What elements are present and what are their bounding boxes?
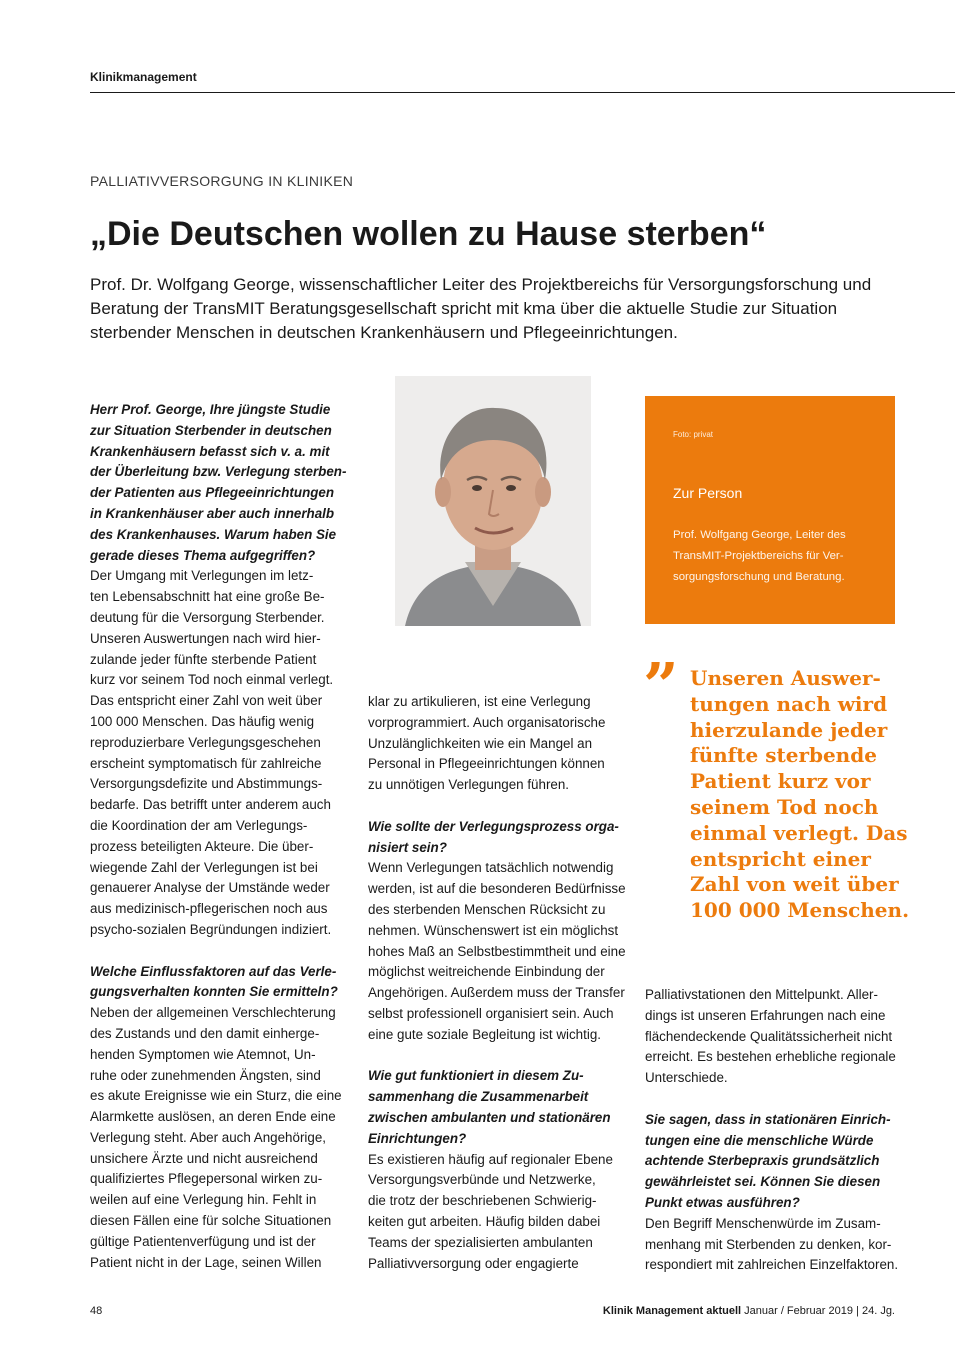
text-line: Personal in Pflegeeinrichtungen können [368,756,605,772]
text-line: selbst professionell organisiert sein. Auch [368,1005,614,1021]
text-line: Der Umgang mit Verlegungen im letz- [90,568,314,584]
infobox-title: Zur Person [673,485,743,501]
text-line: Versorgungsverbünde und Netzwerke, [368,1172,596,1188]
text-line: Unseren Auswertungen nach wird hier- [90,630,321,646]
text-line: Punkt etwas ausführen? [645,1194,800,1210]
text-line: Prof. Wolfgang George, Leiter des [673,529,846,541]
quote-mark-icon: ” [643,649,679,722]
text-line: des Zustands und den damit einherge- [90,1025,320,1041]
text-line: 100 000 Menschen. Das häufig wenig [90,713,315,729]
question-1 [90,400,347,566]
text-line: erreicht. Es bestehen erhebliche regionale [645,1049,896,1065]
text-line: Palliativversorgung oder engagierte [368,1255,579,1271]
portrait-photo [395,376,591,626]
text-line: der Überleitung bzw. Verlegung sterben- [90,464,347,480]
person-infobox [645,396,895,624]
text-line: gungsverhalten konnten Sie ermitteln? [90,984,338,1000]
answer-2-continued [368,692,620,796]
photo-credit: Foto: privat [673,430,714,439]
text-line: fünfte sterbende [690,743,877,768]
text-line: Welche Einflussfaktoren auf das Verle- [90,963,337,979]
text-line: die Koordination der am Verlegungs- [90,817,308,833]
text-line: nisiert sein? [368,839,447,855]
text-line: prozess beteiligten Akteure. Die über- [90,838,314,854]
text-line: Wie gut funktioniert in diesem Zu- [368,1068,584,1084]
pull-quote [690,666,910,924]
text-line: Unseren Auswer- [690,666,881,690]
text-line: Teams der spezialisierten ambulanten [368,1234,593,1250]
question-5 [645,1110,897,1214]
text-line: Verlegung steht. Aber auch Angehörige, [90,1129,327,1145]
answer-3 [368,858,626,1045]
text-line: es akute Ereignisse wie ein Sturz, die eine [90,1088,342,1104]
text-line: sammenhang die Zusammenarbeit [368,1089,589,1105]
text-line: hohes Maß an Selbstbestimmtheit und eine [368,943,626,959]
text-line: ten Lebensabschnitt hat eine große Be- [90,589,325,605]
answer-5 [645,1214,897,1276]
answer-2 [90,1003,342,1273]
text-line: werden, ist auf die besonderen Bedürfnisse [368,881,626,897]
question-3 [368,817,620,859]
column-right [645,985,897,1276]
text-line: Den Begriff Menschenwürde im Zusam- [645,1215,881,1231]
text-line: vorprogrammiert. Auch organisatorische [368,714,606,730]
text-line: seinem Tod noch [690,794,879,819]
text-line: des sterbenden Menschen Rücksicht zu [368,901,606,917]
text-line: Das entspricht einer Zahl von weit über [90,693,323,709]
text-line: hierzulande jeder [690,717,888,742]
infobox-text [673,525,846,588]
text-line: der Patienten aus Pflegeeinrichtungen [90,485,335,501]
text-line: Unterschiede. [645,1070,728,1086]
text-line: in Krankenhäuser aber auch innerhalb [90,505,335,521]
text-line: psycho-sozialen Begründungen indiziert. [90,921,332,937]
text-line: keiten gut arbeiten. Häufig bilden dabei [368,1213,601,1229]
text-line: respondiert mit zahlreichen Einzelfaktoren. [645,1257,899,1273]
volume: 24. Jg. [861,1305,895,1317]
text-line: wiegende Zahl der Verlegungen ist bei [90,859,318,875]
text-line: zwischen ambulanten und stationären [368,1109,611,1125]
text-line: erscheint symptomatisch für zahlreiche [90,755,322,771]
page-number: 48 [90,1305,103,1317]
text-line: weilen auf eine Verlegung hin. Fehlt in [90,1192,317,1208]
publication-info [603,1305,895,1317]
text-line: Patient kurz vor [690,769,871,794]
text-line: dings ist unseren Erfahrungen nach eine [645,1007,886,1023]
header-rule [90,92,955,93]
text-line: genauerer Analyse der Umstände weder [90,880,330,896]
answer-1 [90,566,342,940]
text-line: henden Symptomen wie Atemnot, Un- [90,1046,316,1062]
column-left [90,400,347,1273]
text-line: achtende Sterbepraxis grundsätzlich [645,1153,880,1169]
article-kicker: PALLIATIVVERSORGUNG IN KLINIKEN [90,173,354,189]
text-line: die trotz der beschriebenen Schwierig- [368,1193,597,1209]
article-headline: „Die Deutschen wollen zu Hause sterben“ [90,215,767,253]
text-line: tungen nach wird [690,691,888,716]
text-line: diesen Fällen eine für solche Situationen [90,1213,332,1229]
question-4 [368,1066,620,1149]
text-line: des Krankenhauses. Warum haben Sie [90,526,337,542]
text-line: eine gute soziale Begleitung ist wichtig. [368,1026,601,1042]
issue-date: Januar / Februar 2019 [744,1305,853,1317]
text-line: qualifiziertes Pflegepersonal wirken zu- [90,1171,323,1187]
text-line: sorgungsforschung und Beratung. [673,571,845,583]
text-line: reproduzierbare Verlegungsgeschehen [90,734,321,750]
text-line: Es existieren häufig auf regionaler Ebene [368,1151,613,1167]
text-line: entspricht einer [690,846,871,871]
text-line: Krankenhäusern befasst sich v. a. mit [90,443,330,459]
text-line: unsichere Ärzte und nicht ausreichend [90,1150,318,1166]
text-line: tungen eine die menschliche Würde [645,1132,874,1148]
text-line: gewährleistet sei. Können Sie diesen [645,1174,881,1190]
text-line: gerade dieses Thema aufgegriffen? [90,547,316,563]
text-line: Palliativstationen den Mittelpunkt. Aller- [645,987,878,1002]
text-line: deutung für die Versorgung Sterbender. [90,609,325,625]
text-line: nehmen. Wünschenswert ist ein möglichst [368,922,619,938]
text-line: Alarmkette auslösen, an deren Ende eine [90,1109,336,1125]
text-line: Sie sagen, dass in stationären Einrich- [645,1111,891,1127]
text-line: ruhe oder zunehmenden Ängsten, sind [90,1067,321,1083]
text-line: 100 000 Menschen. [690,898,910,923]
text-line: TransMIT-Projektbereichs für Ver- [673,550,844,562]
text-line: Angehörigen. Außerdem muss der Transfer [368,985,625,1001]
section-label: Klinikmanagement [90,70,197,84]
text-line: zulande jeder fünfte sterbende Patient [90,651,317,667]
footer-separator: | [856,1305,859,1317]
text-line: Patient nicht in der Lage, seinen Willen [90,1254,322,1270]
text-line: aus medizinisch-pflegerischen noch aus [90,901,328,917]
answer-4 [368,1150,620,1275]
text-line: bedarfe. Das betrifft unter anderem auch [90,797,331,813]
publication-name: Klinik Management aktuell [602,1305,742,1317]
text-line: einmal verlegt. Das [690,820,908,845]
text-line: zu unnötigen Verlegungen führen. [368,777,570,793]
text-line: kurz vor seinem Tod noch einmal verlegt. [90,672,334,688]
text-line: klar zu artikulieren, ist eine Verlegung [368,694,591,709]
text-line: Versorgungsdefizite und Abstimmungs- [90,776,323,792]
text-line: flächendeckende Qualitätssicherheit nicht [645,1028,893,1044]
text-line: zur Situation Sterbender in deutschen [90,422,332,438]
text-line: Neben der allgemeinen Verschlechterung [90,1005,336,1021]
text-line: Herr Prof. George, Ihre jüngste Studie [90,402,331,417]
answer-4-continued [645,985,897,1089]
column-middle [368,692,626,1274]
text-line: Wenn Verlegungen tatsächlich notwendig [368,860,614,876]
text-line: gültige Patientenverfügung und ist der [90,1233,316,1249]
text-line: Zahl von weit über [690,872,899,897]
text-line: menhang mit Sterbenden zu denken, kor- [645,1236,892,1252]
question-2 [90,962,342,1004]
article-lead: Prof. Dr. Wolfgang George, wissenschaftlicher Leiter des Projektbereichs für Versorgungsforschung und Beratung der TransMIT Beratungsgesellschaft spricht mit kma über die aktuelle Studie zur Situation sterbender Menschen in deutschen Krankenhäusern und Pflegeeinrichtungen. [90,275,872,342]
text-line: möglichst weitreichende Einbindung der [368,964,605,980]
text-line: Unzulänglichkeiten wie ein Mangel an [368,735,593,751]
text-line: Wie sollte der Verlegungsprozess orga- [368,818,619,834]
text-line: Einrichtungen? [368,1130,467,1146]
